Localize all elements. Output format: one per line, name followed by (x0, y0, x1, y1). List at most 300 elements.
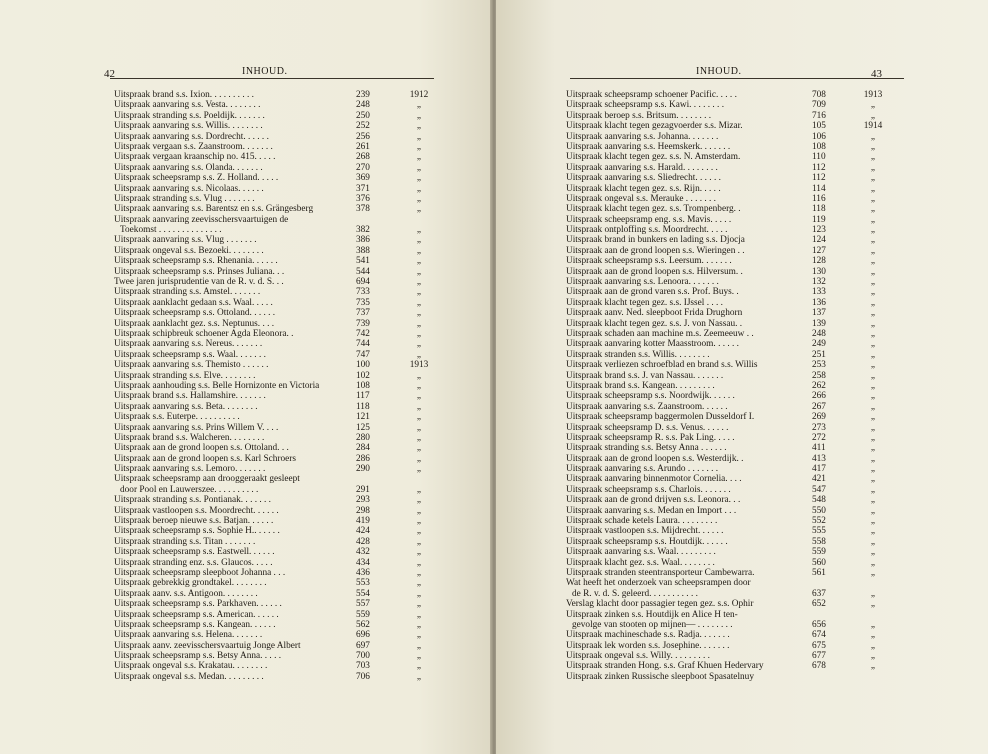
entry-title: Uitspraak aanvaring s.s. Harald. . . . . . . . (566, 162, 718, 173)
entry-year: „ (416, 609, 422, 620)
right-page (496, 0, 988, 754)
entry-page: 694 (356, 277, 370, 288)
contents-entry (566, 360, 896, 370)
entry-year: „ (870, 495, 876, 506)
entry-year: „ (870, 432, 876, 443)
contents-entry (114, 610, 434, 620)
entry-year: „ (870, 370, 876, 381)
entry-title: Uitspraak ongeval s.s. Krakatau. . . . . . . . (114, 661, 268, 672)
contents-entry (566, 433, 896, 443)
entry-title: Uitspraak klacht tegen gezagvoerder s.s. Mizar. (566, 121, 743, 132)
entry-year: „ (416, 297, 422, 308)
contents-entry (114, 516, 434, 526)
entry-title: Uitspraak aanvaring s.s. Vesta. . . . . . . . (114, 100, 261, 111)
entry-page: 106 (812, 131, 826, 142)
contents-entry (566, 246, 896, 256)
entry-page: 100 (356, 360, 370, 371)
contents-entry (566, 308, 896, 318)
contents-entry (566, 152, 896, 162)
contents-entry (114, 329, 434, 339)
entry-year: „ (870, 651, 876, 662)
entry-page: 280 (356, 432, 370, 443)
entry-page: 548 (812, 495, 826, 506)
entry-title: Uitspraak klacht tegen gez. s.s. Rijn. . . . . (566, 183, 721, 194)
entry-year: „ (416, 152, 422, 163)
header-rule (110, 78, 434, 79)
entry-title: Uitspraak vergaan kraanschip no. 415. . . . . (114, 152, 276, 163)
entry-title: Uitspraak aanvaring s.s. Heemskerk. . . . . . . (566, 141, 731, 152)
entry-title: Uitspraak aanvaring s.s. Johanna. . . . . . . (566, 131, 719, 142)
contents-entry (566, 215, 896, 225)
entry-page: 239 (356, 90, 370, 100)
entry-title: Uitspraak aan de grond loopen s.s. Wieringen . . (566, 245, 745, 256)
entry-year: „ (416, 640, 422, 651)
entry-title: Wat heeft het onderzoek van scheepsrampen door (566, 578, 751, 589)
contents-entry (566, 381, 896, 391)
entry-title: Uitspraak beroep nieuwe s.s. Batjan. . . . . . (114, 516, 274, 527)
contents-entry (566, 599, 896, 609)
entry-year: „ (416, 599, 422, 610)
entry-page: 105 (812, 121, 826, 132)
entry-title: Uitspraak scheepsramp s.s. Houtdijk. . . . . . (566, 536, 728, 547)
entry-page: 121 (356, 412, 370, 423)
entry-title: gevolge van stooten op mijnen— . . . . . . . . (572, 619, 733, 630)
contents-entry (566, 641, 896, 651)
entry-title: Uitspraak vergaan s.s. Zaanstroom. . . . . . . (114, 141, 273, 152)
entry-title: Uitspraak brand s.s. Hallamshire. . . . . . . (114, 391, 266, 402)
entry-year: „ (870, 484, 876, 495)
entry-page: 378 (356, 204, 370, 215)
entry-page: 133 (812, 287, 826, 298)
entry-year: „ (416, 131, 422, 142)
entry-page: 127 (812, 245, 826, 256)
entry-title: Uitspraak scheepsramp aan drooggeraakt gesleept (114, 474, 300, 485)
entry-page: 376 (356, 193, 370, 204)
contents-entry (566, 443, 896, 453)
contents-entry (114, 339, 434, 349)
entry-title: Uitspraak scheepsramp s.s. Eastwell. . . . . . (114, 547, 275, 558)
entry-title: Uitspraak scheepsramp s.s. Parkhaven. . . . . . (114, 599, 282, 610)
entry-page: 424 (356, 526, 370, 537)
entry-page: 108 (356, 380, 370, 391)
contents-entry (566, 256, 896, 266)
entry-year: „ (416, 588, 422, 599)
entry-year: 1914 (863, 121, 883, 132)
entry-page: 559 (812, 547, 826, 558)
contents-entry (114, 506, 434, 516)
entry-year: „ (416, 256, 422, 267)
contents-entry (566, 506, 896, 516)
entry-page: 286 (356, 453, 370, 464)
entry-title: Uitspraak stranding s.s. Betsy Anna . . . . . . (566, 443, 727, 454)
entry-page: 678 (812, 661, 826, 672)
contents-entry (566, 558, 896, 568)
contents-entry (114, 526, 434, 536)
entry-title: Uitspraak stranding s.s. Titan . . . . . . . (114, 536, 256, 547)
entry-year: „ (416, 443, 422, 454)
entry-title: Uitspraak aanklacht gez. s.s. Neptunus. . . . (114, 318, 275, 329)
entry-title: Uitspraak aanvaring s.s. Waal. . . . . . . . . (566, 547, 716, 558)
contents-entry (114, 121, 434, 131)
entry-year: „ (416, 193, 422, 204)
entry-title: Uitspraak scheepsramp baggermolen Dusseldorf I. (566, 412, 755, 423)
entry-title: Uitspraak scheepsramp s.s. Noordwijk. . . . . . (566, 391, 735, 402)
contents-entry (566, 516, 896, 526)
contents-entry (566, 142, 896, 152)
contents-entry (114, 464, 434, 474)
entry-page: 118 (356, 401, 370, 412)
entry-page: 269 (812, 412, 826, 423)
entry-year: „ (416, 121, 422, 132)
entry-title: Uitspraak aanvaring s.s. Dordrecht. . . . . . (114, 131, 269, 142)
entry-page: 293 (356, 495, 370, 506)
contents-entry (566, 163, 896, 173)
entry-title: Uitspraak lek worden s.s. Josephine. . . . . . . (566, 640, 730, 651)
contents-entry (566, 578, 896, 588)
entry-page: 386 (356, 235, 370, 246)
entry-page: 742 (356, 328, 370, 339)
entry-page: 413 (812, 453, 826, 464)
entry-year: „ (416, 204, 422, 215)
entry-year: „ (416, 277, 422, 288)
entry-page: 125 (356, 422, 370, 433)
entry-title: Uitspraak aanvaring s.s. Lenoora. . . . . . . (566, 277, 719, 288)
entry-title: Uitspraak stranding s.s. Pontianak. . . . . . . (114, 495, 271, 506)
entry-page: 697 (356, 640, 370, 651)
contents-entry (114, 402, 434, 412)
entry-page: 696 (356, 630, 370, 641)
entry-year: „ (416, 225, 422, 236)
entry-page: 112 (812, 162, 826, 173)
contents-entry (114, 235, 434, 245)
entry-year: „ (870, 443, 876, 454)
contents-entry (566, 111, 896, 121)
contents-entry (114, 287, 434, 297)
entry-year: „ (416, 100, 422, 111)
entry-page: 118 (812, 204, 826, 215)
contents-entry (566, 495, 896, 505)
entry-title: Uitspraak scheepsramp D. s.s. Venus. . . . . . (566, 422, 729, 433)
entry-title: Uitspraak aanv. Ned. sleepboot Frida Drughorn (566, 308, 743, 319)
entry-year: „ (416, 432, 422, 443)
entry-page: 116 (812, 193, 826, 204)
entry-year: „ (416, 287, 422, 298)
contents-entry (114, 371, 434, 381)
entry-title: Uitspraak aan de grond varen s.s. Prof. Buys. . (566, 287, 739, 298)
entry-year: „ (870, 453, 876, 464)
entry-year: „ (416, 484, 422, 495)
contents-entry (566, 412, 896, 422)
entry-page: 434 (356, 557, 370, 568)
entry-year: „ (416, 671, 422, 682)
entry-page: 417 (812, 464, 826, 475)
entry-year: „ (870, 308, 876, 319)
entry-year: „ (416, 422, 422, 433)
entry-title: Uitspraak brand s.s. Walcheren. . . . . . . . (114, 432, 265, 443)
contents-list (566, 90, 896, 682)
entry-year: „ (870, 474, 876, 485)
entry-year: „ (416, 619, 422, 630)
entry-page: 251 (812, 349, 826, 360)
entry-year: „ (870, 131, 876, 142)
contents-entry (114, 412, 434, 422)
contents-entry (566, 194, 896, 204)
entry-year: „ (416, 661, 422, 672)
entry-page: 550 (812, 505, 826, 516)
entry-year: „ (870, 380, 876, 391)
entry-year: „ (870, 536, 876, 547)
entry-title: Uitspraak gebrekkig grondtakel. . . . . . . . (114, 578, 267, 589)
entry-title: Uitspraak scheepsramp s.s. Ottoland. . . . . . (114, 308, 276, 319)
entry-page: 248 (356, 100, 370, 111)
entry-year: „ (416, 308, 422, 319)
contents-entry (566, 329, 896, 339)
contents-list (114, 90, 434, 682)
entry-page: 137 (812, 308, 826, 319)
header-rule (570, 78, 904, 79)
entry-year: „ (870, 516, 876, 527)
entry-year: „ (416, 495, 422, 506)
entry-page: 132 (812, 277, 826, 288)
entry-page: 369 (356, 173, 370, 184)
contents-entry (566, 267, 896, 277)
entry-title: Uitspraak verliezen schroefblad en brand s.s. Willis (566, 360, 758, 371)
entry-year: „ (416, 162, 422, 173)
entry-title: Uitspraak stranding s.s. Vlug . . . . . . . (114, 193, 255, 204)
contents-entry (114, 246, 434, 256)
entry-title: Uitspraak aanvaring s.s. Prins Willem V. . . . (114, 422, 279, 433)
entry-year: „ (870, 110, 876, 121)
entry-title: Uitspraak klacht tegen gez. s.s. J. von Nassau. . (566, 318, 743, 329)
entry-title: Uitspraak machineschade s.s. Radja. . . . . . . (566, 630, 730, 641)
entry-title: Uitspraak klacht tegen gez. s.s. Trompenberg. . (566, 204, 741, 215)
entry-page: 739 (356, 318, 370, 329)
contents-entry (566, 672, 896, 682)
contents-entry (114, 225, 434, 235)
contents-entry (566, 235, 896, 245)
entry-title: Uitspraak stranding s.s. Poeldijk. . . . . . . (114, 110, 265, 121)
entry-year: „ (870, 630, 876, 641)
entry-page: 272 (812, 432, 826, 443)
contents-entry (566, 651, 896, 661)
contents-entry (114, 641, 434, 651)
entry-title: Uitspraak scheepsramp s.s. Waal. . . . . . . (114, 349, 266, 360)
contents-entry (114, 443, 434, 453)
entry-page: 560 (812, 557, 826, 568)
contents-entry (114, 558, 434, 568)
page-number: 42 (104, 68, 115, 80)
entry-title: Uitspraak aanvaring s.s. Nereus. . . . . . . (114, 339, 263, 350)
entry-title: Uitspraak aanvaring s.s. Medan en Import . . . (566, 505, 737, 516)
contents-entry (114, 423, 434, 433)
contents-entry (114, 350, 434, 360)
entry-page: 371 (356, 183, 370, 194)
entry-title: Uitspraak scheepsramp s.s. Prinses Juliana. . . (114, 266, 285, 277)
entry-page: 130 (812, 266, 826, 277)
entry-title: Uitspraak stranding s.s. Elve. . . . . . . . (114, 370, 256, 381)
entry-year: „ (870, 547, 876, 558)
entry-page: 114 (812, 183, 826, 194)
entry-page: 290 (356, 464, 370, 475)
contents-entry (566, 568, 896, 578)
contents-entry (114, 485, 434, 495)
entry-year: „ (870, 588, 876, 599)
entry-year: „ (416, 349, 422, 360)
entry-year: „ (870, 173, 876, 184)
entry-page: 117 (356, 391, 370, 402)
contents-entry (114, 90, 434, 100)
entry-title: Uitspraak brand in bunkers en lading s.s. Djocja (566, 235, 745, 246)
entry-page: 553 (356, 578, 370, 589)
entry-page: 248 (812, 328, 826, 339)
entry-page: 428 (356, 536, 370, 547)
entry-year: „ (870, 567, 876, 578)
entry-year: „ (870, 464, 876, 475)
entry-title: Uitspraak scheepsramp s.s. Sophie H.. . . . . . (114, 526, 280, 537)
entry-title: Uitspraak aanvaring s.s. Zaanstroom. . . . . . (566, 401, 728, 412)
page-number: 43 (871, 68, 882, 80)
entry-title: Uitspraak scheepsramp eng. s.s. Mavis. . . . . (566, 214, 732, 225)
entry-year: „ (416, 173, 422, 184)
contents-entry (566, 474, 896, 484)
entry-year: „ (870, 599, 876, 610)
entry-year: „ (870, 277, 876, 288)
entry-title: Uitspraak aan de grond loopen s.s. Ottoland. . . (114, 443, 289, 454)
entry-page: 708 (812, 90, 826, 100)
entry-title: Uitspraak aanvaring s.s. Beta. . . . . . . . (114, 401, 258, 412)
entry-year: „ (416, 339, 422, 350)
contents-entry (566, 402, 896, 412)
entry-page: 262 (812, 380, 826, 391)
contents-entry (114, 298, 434, 308)
entry-page: 252 (356, 121, 370, 132)
entry-title: Uitspraak aanvaring kotter Maasstroom. . . . . . (566, 339, 739, 350)
entry-page: 675 (812, 640, 826, 651)
entry-year: „ (416, 380, 422, 391)
entry-title: Uitspraak aanv. zeevisschersvaartuig Jonge Albert (114, 640, 301, 651)
entry-title: Uitspraak schipbreuk schoener Agda Eleonora. . (114, 328, 294, 339)
running-head: INHOUD. (242, 66, 288, 77)
entry-page: 249 (812, 339, 826, 350)
entry-page: 261 (356, 141, 370, 152)
contents-entry (566, 277, 896, 287)
entry-title: Verslag klacht door passagier tegen gez. s.s. Ophir (566, 599, 754, 610)
entry-title: Uitspraak scheepsramp s.s. Charlois. . . . . . . (566, 484, 731, 495)
contents-entry (114, 651, 434, 661)
entry-title: Uitspraak aanvaring s.s. Helena. . . . . . . (114, 630, 263, 641)
entry-year: „ (416, 547, 422, 558)
entry-title: Uitspraak brand s.s. Ixion. . . . . . . . . . (114, 90, 254, 100)
entry-page: 388 (356, 245, 370, 256)
entry-year: „ (416, 391, 422, 402)
contents-entry (114, 474, 434, 484)
entry-year: „ (416, 526, 422, 537)
entry-title: Uitspraak scheepsramp s.s. Kangean. . . . . . (114, 619, 276, 630)
entry-page: 268 (356, 152, 370, 163)
entry-year: „ (416, 505, 422, 516)
entry-year: „ (870, 619, 876, 630)
entry-year: „ (416, 464, 422, 475)
entry-title: Uitspraak zinken Russische sleepboot Spasatelnuy (566, 671, 754, 682)
entry-year: 1912 (409, 90, 429, 100)
entry-year: „ (416, 401, 422, 412)
entry-page: 128 (812, 256, 826, 267)
entry-page: 677 (812, 651, 826, 662)
entry-title: Uitspraak aanvaring s.s. Barentsz en s.s. Grängesberg (114, 204, 314, 215)
entry-title: Uitspraak zinken s.s. Houtdijk en Alice H ten- (566, 609, 738, 620)
contents-entry (566, 537, 896, 547)
entry-page: 139 (812, 318, 826, 329)
entry-title: Uitspraak scheepsramp s.s. Rhenania. . . . . . (114, 256, 278, 267)
entry-page: 559 (356, 609, 370, 620)
contents-entry (114, 256, 434, 266)
entry-title: Uitspraak scheepsramp R. s.s. Pak Ling. . . . . (566, 432, 735, 443)
contents-entry (114, 163, 434, 173)
entry-year: „ (416, 453, 422, 464)
entry-page: 558 (812, 536, 826, 547)
entry-year: 1913 (409, 360, 429, 371)
entry-page: 737 (356, 308, 370, 319)
entry-year: „ (870, 328, 876, 339)
contents-entry (114, 360, 434, 370)
contents-entry (114, 173, 434, 183)
contents-entry (566, 464, 896, 474)
entry-title: Uitspraak scheepsramp schoener Pacific. . . . . (566, 90, 737, 100)
entry-page: 284 (356, 443, 370, 454)
entry-page: 706 (356, 671, 370, 682)
contents-entry (114, 630, 434, 640)
contents-entry (566, 423, 896, 433)
entry-year: „ (870, 422, 876, 433)
entry-page: 709 (812, 100, 826, 111)
entry-page: 547 (812, 484, 826, 495)
contents-entry (114, 267, 434, 277)
entry-title: Uitspraak aanvaring binnenmotor Cornelia. . . . (566, 474, 742, 485)
entry-year: „ (870, 183, 876, 194)
entry-year: „ (416, 266, 422, 277)
entry-page: 270 (356, 162, 370, 173)
entry-title: Uitspraak aan de grond loopen s.s. Westerdijk. . (566, 453, 744, 464)
entry-year: „ (870, 214, 876, 225)
entry-year: „ (870, 141, 876, 152)
contents-entry (566, 371, 896, 381)
contents-entry (566, 184, 896, 194)
entry-page: 291 (356, 484, 370, 495)
contents-entry (114, 495, 434, 505)
contents-entry (566, 319, 896, 329)
entry-page: 652 (812, 599, 826, 610)
entry-page: 108 (812, 141, 826, 152)
entry-page: 250 (356, 110, 370, 121)
entry-title: Uitspraak brand s.s. Kangean. . . . . . . . . (566, 380, 715, 391)
entry-title: Uitspraak aan de grond drijven s.s. Leonora. . . (566, 495, 741, 506)
entry-title: Uitspraak s.s. Euterpe. . . . . . . . . . (114, 412, 240, 423)
entry-page: 112 (812, 173, 826, 184)
entry-page: 298 (356, 505, 370, 516)
entry-title: Uitspraak aanvaring s.s. Lemoro. . . . . . . (114, 464, 266, 475)
entry-year: „ (870, 505, 876, 516)
contents-entry (566, 100, 896, 110)
entry-page: 733 (356, 287, 370, 298)
entry-year: „ (870, 360, 876, 371)
entry-year: „ (416, 516, 422, 527)
entry-page: 703 (356, 661, 370, 672)
entry-page: 421 (812, 474, 826, 485)
entry-title: Uitspraak ongeval s.s. Merauke . . . . . . . (566, 193, 717, 204)
entry-year: „ (870, 339, 876, 350)
entry-year: „ (870, 162, 876, 173)
entry-title: Uitspraak vastloopen s.s. Mijdrecht. . . . . . (566, 526, 724, 537)
